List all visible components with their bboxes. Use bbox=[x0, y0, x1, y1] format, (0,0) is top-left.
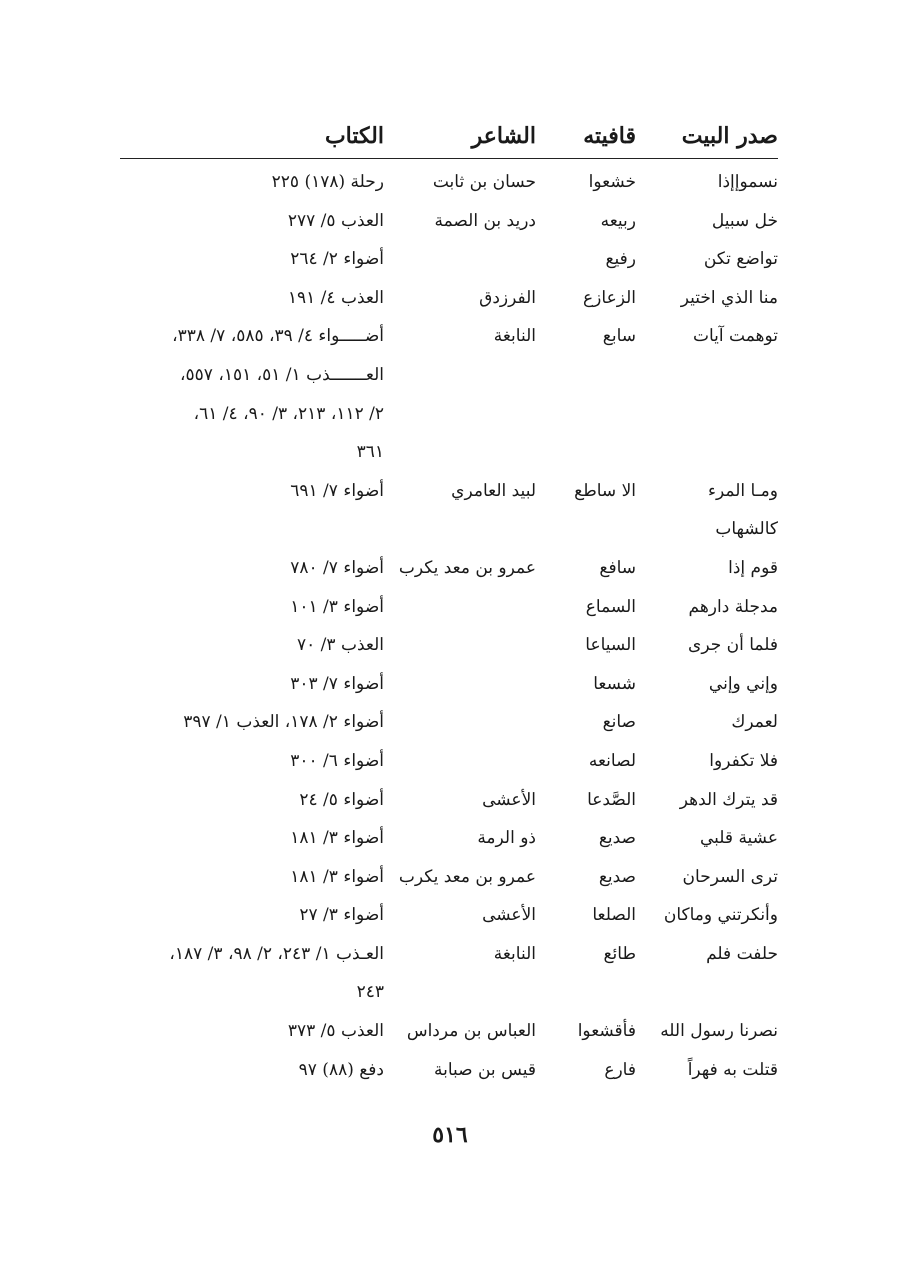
cell-book: العـذب ١/ ٢٤٣، ٢/ ٩٨، ٣/ ١٨٧، bbox=[169, 943, 384, 964]
cell-poet: ذو الرمة bbox=[477, 828, 536, 849]
cell-book: ٢٤٣ bbox=[356, 982, 384, 1003]
cell-verse: تواضع تكن bbox=[703, 249, 778, 270]
cell-rhyme: خشعوا bbox=[588, 172, 636, 192]
page-number: ٥١٦ bbox=[432, 1122, 468, 1148]
cell-book: دفع (٨٨) ٩٧ bbox=[298, 1059, 384, 1080]
header-poet: الشاعر bbox=[471, 123, 536, 149]
table-row bbox=[120, 318, 778, 357]
cell-verse: ترى السرحان bbox=[682, 866, 778, 887]
cell-verse: وإني وإني bbox=[708, 673, 778, 694]
cell-rhyme: الا ساطع bbox=[574, 480, 636, 501]
table-row bbox=[120, 974, 778, 1013]
table-row bbox=[120, 550, 778, 589]
cell-verse: توهمت آيات bbox=[692, 326, 778, 347]
cell-poet: الأعشى bbox=[482, 905, 536, 926]
header-book: الكتاب bbox=[324, 123, 384, 149]
cell-rhyme: الصَّدعا bbox=[587, 789, 636, 810]
cell-verse: لعمرك bbox=[731, 712, 778, 733]
cell-book: أضـــــواء ٤/ ٣٩، ٥٨٥، ٧/ ٣٣٨، bbox=[172, 326, 384, 347]
cell-book: أضواء ٧/ ٧٨٠ bbox=[290, 557, 384, 578]
table-row bbox=[120, 511, 778, 550]
table-row bbox=[120, 164, 778, 203]
table-row bbox=[120, 782, 778, 821]
cell-rhyme: رفيع bbox=[605, 249, 636, 270]
cell-book: العـــــــذب ١/ ٥١، ١٥١، ٥٥٧، bbox=[180, 364, 384, 385]
cell-rhyme: صديع bbox=[598, 828, 636, 849]
cell-rhyme: لصانعه bbox=[588, 750, 636, 771]
cell-rhyme: ربيعه bbox=[600, 210, 636, 231]
table-row bbox=[120, 396, 778, 435]
cell-book: أضواء ٣/ ٢٧ bbox=[299, 905, 384, 926]
table-row bbox=[120, 704, 778, 743]
cell-book: العذب ٥/ ٢٧٧ bbox=[287, 210, 384, 231]
cell-rhyme: شسعا bbox=[593, 673, 636, 694]
cell-book: أضواء ٥/ ٢٤ bbox=[299, 789, 384, 810]
table-row bbox=[120, 280, 778, 319]
table-row bbox=[120, 589, 778, 628]
cell-verse: حلفت فلم bbox=[706, 943, 778, 964]
cell-verse: قوم إذا bbox=[728, 557, 778, 578]
cell-verse: فلما أن جرى bbox=[688, 635, 778, 656]
table-row bbox=[120, 743, 778, 782]
cell-book: ٣٦١ bbox=[356, 442, 384, 463]
cell-verse: كالشهاب bbox=[715, 519, 778, 540]
cell-rhyme: طائع bbox=[603, 943, 636, 964]
cell-rhyme: الصلعا bbox=[592, 905, 636, 926]
cell-verse: منا الذي اختير bbox=[680, 287, 778, 308]
table-row bbox=[120, 203, 778, 242]
cell-book: أضواء ٣/ ١٠١ bbox=[290, 596, 384, 617]
cell-poet: عمرو بن معد يكرب bbox=[398, 557, 536, 578]
header-verse: صدر البيت bbox=[681, 123, 778, 149]
header-rhyme: قافيته bbox=[583, 123, 636, 149]
table-header bbox=[120, 118, 778, 154]
cell-rhyme: صديع bbox=[598, 866, 636, 887]
cell-book: أضواء ٢/ ٢٦٤ bbox=[290, 249, 384, 270]
cell-poet: العباس بن مرداس bbox=[406, 1021, 536, 1042]
table-row bbox=[120, 1052, 778, 1091]
cell-verse: فلا تكفروا bbox=[709, 750, 778, 771]
cell-book: أضواء ٢/ ١٧٨، العذب ١/ ٣٩٧ bbox=[183, 712, 384, 733]
cell-book: رحلة (١٧٨) ٢٢٥ bbox=[271, 172, 384, 192]
table-row bbox=[120, 241, 778, 280]
table-row bbox=[120, 1013, 778, 1052]
table-row bbox=[120, 434, 778, 473]
cell-verse: ومـا المرء bbox=[708, 480, 778, 501]
table-row bbox=[120, 859, 778, 898]
cell-book: أضواء ٣/ ١٨١ bbox=[290, 866, 384, 887]
table-row bbox=[120, 357, 778, 396]
cell-verse: وأنكرتني وماكان bbox=[663, 905, 778, 926]
cell-poet: حسان بن ثابت bbox=[432, 172, 536, 192]
table-row bbox=[120, 666, 778, 705]
table-row bbox=[120, 627, 778, 666]
cell-rhyme: صانع bbox=[602, 712, 636, 733]
cell-verse: نسموإإذا bbox=[717, 172, 778, 192]
cell-book: أضواء ٧/ ٦٩١ bbox=[290, 480, 384, 501]
table-row bbox=[120, 820, 778, 859]
cell-poet: لبيد العامري bbox=[451, 480, 536, 501]
cell-rhyme: فأقشعوا bbox=[577, 1021, 636, 1042]
cell-rhyme: سابع bbox=[602, 326, 636, 347]
cell-poet: الفرزدق bbox=[479, 287, 536, 308]
cell-verse: قد يترك الدهر bbox=[679, 789, 778, 810]
cell-book: العذب ٣/ ٧٠ bbox=[297, 635, 384, 656]
cell-rhyme: سافع bbox=[599, 557, 636, 578]
cell-verse: خل سبيل bbox=[711, 210, 778, 231]
cell-poet: النابغة bbox=[493, 943, 536, 964]
table-row bbox=[120, 936, 778, 975]
table-row bbox=[120, 897, 778, 936]
cell-verse: قتلت به فهراً bbox=[687, 1059, 778, 1080]
cell-poet: دريد بن الصمة bbox=[434, 210, 536, 231]
table-body bbox=[120, 164, 778, 1090]
cell-book: ٢/ ١١٢، ٢١٣، ٣/ ٩٠، ٤/ ٦١، bbox=[193, 403, 384, 424]
cell-poet: قيس بن صبابة bbox=[434, 1059, 536, 1080]
cell-rhyme: السياعا bbox=[585, 635, 636, 656]
cell-poet: النابغة bbox=[493, 326, 536, 347]
cell-verse: نصرنا رسول الله bbox=[660, 1021, 778, 1042]
cell-rhyme: فارع bbox=[604, 1059, 636, 1080]
cell-book: العذب ٥/ ٣٧٣ bbox=[287, 1021, 384, 1042]
table-row bbox=[120, 473, 778, 512]
cell-rhyme: الزعازع bbox=[583, 287, 636, 308]
cell-book: العذب ٤/ ١٩١ bbox=[287, 287, 384, 308]
cell-poet: الأعشى bbox=[482, 789, 536, 810]
header-divider bbox=[120, 158, 778, 159]
cell-book: أضواء ٦/ ٣٠٠ bbox=[290, 750, 384, 771]
cell-book: أضواء ٧/ ٣٠٣ bbox=[290, 673, 384, 694]
cell-book: أضواء ٣/ ١٨١ bbox=[290, 828, 384, 849]
cell-verse: عشية قلبي bbox=[699, 828, 778, 849]
cell-rhyme: السماع bbox=[585, 596, 636, 617]
cell-poet: عمرو بن معد يكرب bbox=[398, 866, 536, 887]
cell-verse: مدجلة دارهم bbox=[688, 596, 778, 617]
